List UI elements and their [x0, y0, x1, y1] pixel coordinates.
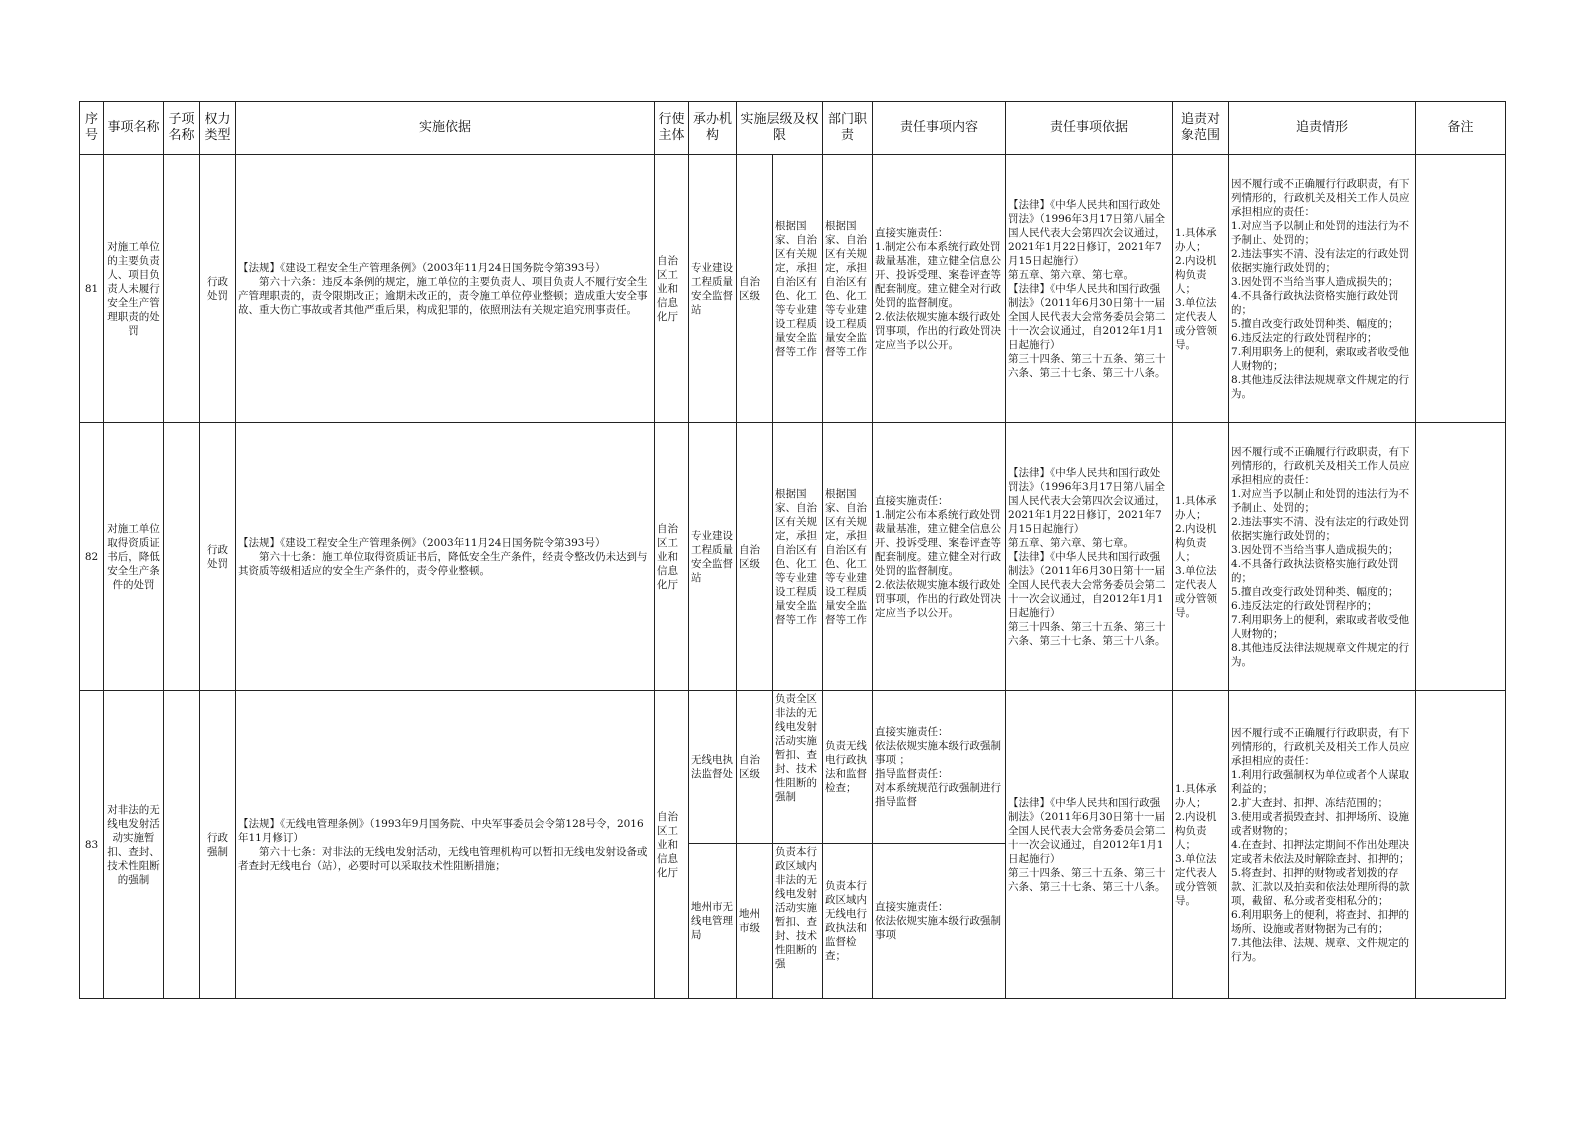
row-level-detail: 根据国家、自治区有关规定，承担自治区有色、化工等专业建设工程质量安全监督等工作 — [773, 423, 823, 691]
row-level-detail: 根据国家、自治区有关规定，承担自治区有色、化工等专业建设工程质量安全监督等工作 — [773, 155, 823, 423]
basis-title: 【法规】《建设工程安全生产管理条例》（2003年11月24日国务院令第393号） — [238, 536, 606, 549]
header-level: 实施层级及权限 — [737, 102, 823, 155]
row-duty-a: 负责无线电行政执法和监督检查； — [823, 691, 873, 844]
header-resp-basis: 责任事项依据 — [1006, 102, 1173, 155]
row-subitem — [164, 423, 200, 691]
row-scope: 1.具体承办人； 2.内设机构负责人； 3.单位法定代表人或分管领导。 — [1173, 423, 1229, 691]
row-level-b: 地州市级 — [737, 844, 773, 999]
header-scope: 追责对象范围 — [1173, 102, 1229, 155]
row-duty: 根据国家、自治区有关规定，承担自治区有色、化工等专业建设工程质量安全监督等工作 — [823, 155, 873, 423]
row-org-b: 地州市无线电管理局 — [689, 844, 737, 999]
header-power-type: 权力类型 — [200, 102, 236, 155]
table-row — [80, 691, 1506, 844]
header-row — [80, 102, 1506, 155]
row-scope: 1.具体承办人； 2.内设机构负责人； 3.单位法定代表人或分管领导。 — [1173, 155, 1229, 423]
row-situation: 因不履行或不正确履行行政职责，有下列情形的，行政机关及相关工作人员应承担相应的责任： 1.利用行政强制权为单位或者个人谋取利益的； 2.扩大查封、扣押、冻结范围的； 3.使用或者损毁查封、扣押场所、设施或者财物的； 4.在查封、扣押法定期间不作出处理决定或者未依法及时解除查封、扣押的； 5.将查封、扣押的财物或者划拨的存款、汇款以及拍卖和依法处理所得的款项，截留、私分或者变相私分的； 6.利用职务上的便利，将查封、扣押的场所、设施或者财物据为己有的； 7.其他法律、法规、规章、文件规定的行为。 — [1229, 691, 1416, 999]
row-item: 对非法的无线电发射活动实施暂扣、查封、技术性阻断的强制 — [104, 691, 164, 999]
header-subitem: 子项名称 — [164, 102, 200, 155]
basis-text: 第六十七条：对非法的无线电发射活动，无线电管理机构可以暂扣无线电发射设备或者查封无线电台（站），必要时可以采取技术性阻断措施； — [238, 845, 648, 872]
row-seq: 83 — [80, 691, 104, 999]
row-level-detail-b: 负责本行政区域内非法的无线电发射活动实施暂扣、查封、技术性阻断的强 — [773, 844, 823, 999]
row-remark — [1416, 423, 1506, 691]
row-basis — [236, 423, 655, 691]
row-subitem — [164, 691, 200, 999]
row-scope: 1.具体承办人； 2.内设机构负责人； 3.单位法定代表人或分管领导。 — [1173, 691, 1229, 999]
row-situation: 因不履行或不正确履行行政职责，有下列情形的，行政机关及相关工作人员应承担相应的责任： 1.对应当予以制止和处罚的违法行为不予制止、处罚的； 2.违法事实不清、没有法定的行政处罚依据实施行政处罚的； 3.因处罚不当给当事人造成损失的； 4.不具备行政执法资格实施行政处罚的； 5.擅自改变行政处罚种类、幅度的； 6.违反法定的行政处罚程序的； 7.利用职务上的便利，索取或者收受他人财物的； 8.其他违反法律法规规章文件规定的行为。 — [1229, 423, 1416, 691]
row-seq: 82 — [80, 423, 104, 691]
header-item: 事项名称 — [104, 102, 164, 155]
table-row — [80, 155, 1506, 423]
row-subitem — [164, 155, 200, 423]
basis-text: 第六十七条：施工单位取得资质证书后，降低安全生产条件，经责令整改仍未达到与其资质等级相适应的安全生产条件的，责令停业整顿。 — [238, 550, 648, 577]
row-basis — [236, 155, 655, 423]
row-power-type: 行政强制 — [200, 691, 236, 999]
row-resp-content: 直接实施责任： 1.制定公布本系统行政处罚裁量基准，建立健全信息公开、投诉受理、案卷评查等配套制度。建立健全对行政处罚的监督制度。 2.依法依规实施本级行政处罚事项，作出的行政处罚决定应当予以公开。 — [873, 155, 1006, 423]
header-remark: 备注 — [1416, 102, 1506, 155]
row-remark — [1416, 691, 1506, 999]
row-item: 对施工单位的主要负责人、项目负责人未履行安全生产管理职责的处罚 — [104, 155, 164, 423]
row-resp-basis: 【法律】《中华人民共和国行政处罚法》（1996年3月17日第八届全国人民代表大会第四次会议通过，2021年1月22日修订，2021年7月15日起施行） 第五章、第六章、第七章。 【法律】《中华人民共和国行政强制法》（2011年6月30日第十一届全国人民代表大会常务委员会第二十一次会议通过，自2012年1月1日起施行） 第三十四条、第三十五条、第三十六条、第三十七条、第三十八条。 — [1006, 423, 1173, 691]
header-basis: 实施依据 — [236, 102, 655, 155]
header-resp-content: 责任事项内容 — [873, 102, 1006, 155]
row-situation: 因不履行或不正确履行行政职责，有下列情形的，行政机关及相关工作人员应承担相应的责任： 1.对应当予以制止和处罚的违法行为不予制止、处罚的； 2.违法事实不清、没有法定的行政处罚依据实施行政处罚的； 3.因处罚不当给当事人造成损失的； 4.不具备行政执法资格实施行政处罚的； 5.擅自改变行政处罚种类、幅度的； 6.违反法定的行政处罚程序的； 7.利用职务上的便利，索取或者收受他人财物的； 8.其他违反法律法规规章文件规定的行为。 — [1229, 155, 1416, 423]
power-list-table — [79, 101, 1506, 999]
row-org-a: 无线电执法监督处 — [689, 691, 737, 844]
row-level-a: 自治区级 — [737, 691, 773, 844]
row-subject: 自治区工业和信息化厅 — [655, 691, 689, 999]
basis-title: 【法规】《建设工程安全生产管理条例》（2003年11月24日国务院令第393号） — [238, 261, 606, 274]
basis-text: 第六十六条：违反本条例的规定，施工单位的主要负责人、项目负责人不履行安全生产管理职责的，责令限期改正；逾期未改正的，责令施工单位停业整顿；造成重大安全事故、重大伤亡事故或者其他严重后果，构成犯罪的，依照刑法有关规定追究刑事责任。 — [238, 275, 648, 316]
row-subject: 自治区工业和信息化厅 — [655, 155, 689, 423]
table-row — [80, 423, 1506, 691]
row-org: 专业建设工程质量安全监督站 — [689, 155, 737, 423]
header-situation: 追责情形 — [1229, 102, 1416, 155]
row-resp-content: 直接实施责任： 1.制定公布本系统行政处罚裁量基准，建立健全信息公开、投诉受理、案卷评查等配套制度。建立健全对行政处罚的监督制度。 2.依法依规实施本级行政处罚事项，作出的行政处罚决定应当予以公开。 — [873, 423, 1006, 691]
row-remark — [1416, 155, 1506, 423]
row-level-detail-a: 负责全区非法的无线电发射活动实施暂扣、查封、技术性阻断的强制 — [773, 691, 823, 844]
header-org: 承办机构 — [689, 102, 737, 155]
header-duty: 部门职责 — [823, 102, 873, 155]
row-item: 对施工单位取得资质证书后，降低安全生产条件的处罚 — [104, 423, 164, 691]
row-level: 自治区级 — [737, 423, 773, 691]
row-org: 专业建设工程质量安全监督站 — [689, 423, 737, 691]
row-duty-b: 负责本行政区域内无线电行政执法和监督检查； — [823, 844, 873, 999]
row-power-type: 行政处罚 — [200, 155, 236, 423]
basis-title: 【法规】《无线电管理条例》（1993年9月国务院、中央军事委员会令第128号令，2016年11月修订） — [238, 817, 644, 844]
row-subject: 自治区工业和信息化厅 — [655, 423, 689, 691]
row-resp-basis: 【法律】《中华人民共和国行政处罚法》（1996年3月17日第八届全国人民代表大会第四次会议通过，2021年1月22日修订，2021年7月15日起施行） 第五章、第六章、第七章。 【法律】《中华人民共和国行政强制法》（2011年6月30日第十一届全国人民代表大会常务委员会第二十一次会议通过，自2012年1月1日起施行） 第三十四条、第三十五条、第三十六条、第三十七条、第三十八条。 — [1006, 155, 1173, 423]
row-seq: 81 — [80, 155, 104, 423]
row-power-type: 行政处罚 — [200, 423, 236, 691]
row-level: 自治区级 — [737, 155, 773, 423]
header-subject: 行使主体 — [655, 102, 689, 155]
row-resp-content-b: 直接实施责任： 依法依规实施本级行政强制事项 — [873, 844, 1006, 999]
header-seq: 序号 — [80, 102, 104, 155]
row-resp-basis: 【法律】《中华人民共和国行政强制法》（2011年6月30日第十一届全国人民代表大会常务委员会第二十一次会议通过，自2012年1月1日起施行） 第三十四条、第三十五条、第三十六条、第三十七条、第三十八条。 — [1006, 691, 1173, 999]
row-basis — [236, 691, 655, 999]
row-duty: 根据国家、自治区有关规定，承担自治区有色、化工等专业建设工程质量安全监督等工作 — [823, 423, 873, 691]
row-resp-content-a: 直接实施责任： 依法依规实施本级行政强制事项 ； 指导监督责任： 对本系统规范行政强制进行指导监督 — [873, 691, 1006, 844]
